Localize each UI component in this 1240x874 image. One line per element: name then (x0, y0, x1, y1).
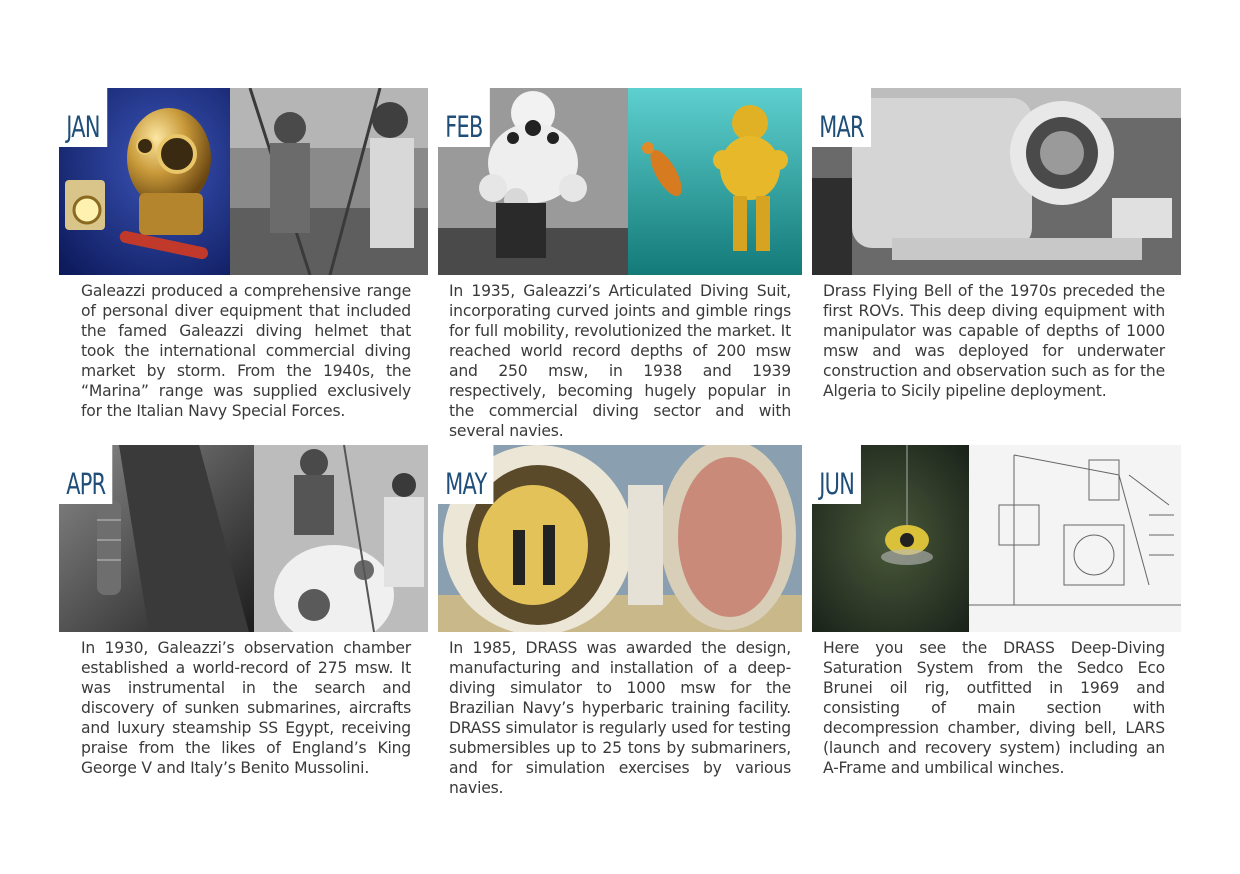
apr-chamber-photo (254, 445, 428, 632)
month-label-may: MAY (438, 445, 494, 504)
panel-apr (59, 445, 428, 805)
caption-feb: In 1935, Galeazzi’s Articulated Diving Suit, incorporating curved joints and gimble rings for full mobility, revolutionized the market. It reached world record depths of 200 msw and 250 msw, in 1938 and 1939 respectively, becoming hugely popular in the commercial diving sector and with several navies. (449, 282, 791, 440)
month-label-jan: JAN (59, 88, 107, 147)
panel-mar (812, 88, 1181, 448)
caption-apr: In 1930, Galeazzi’s observation chamber established a world-record of 275 msw. It was instrumental in the search and discovery of sunken submarines, aircrafts and luxury steamship SS Egypt, receiving praise from the likes of England’s King George V and Italy’s Benito Mussolini. (81, 639, 411, 777)
panel-jun (812, 445, 1181, 805)
month-label-mar: MAR (812, 88, 871, 147)
caption-jan: Galeazzi produced a comprehensive range of personal diver equipment that included the famed Galeazzi diving helmet that took the international commercial diving market by storm. From the 1940s, the “Marina” range was supplied exclusively for the Italian Navy Special Forces. (81, 282, 411, 420)
jun-drawing-photo (969, 445, 1181, 632)
month-label-jun: JUN (812, 445, 861, 504)
panel-feb (438, 88, 802, 448)
month-label-feb: FEB (438, 88, 490, 147)
caption-may: In 1985, DRASS was awarded the design, manufacturing and installation of a deep-diving simulator to 1000 msw for the Brazilian Navy’s hyperbaric training facility. DRASS simulator is regularly used for testing submersibles up to 25 tons by submariners, and for simulation exercises by various navies. (449, 639, 791, 797)
feb-underwater-photo (628, 88, 802, 275)
jan-divers-photo (230, 88, 428, 275)
panel-jan (59, 88, 428, 448)
panel-may (438, 445, 802, 805)
month-label-apr: APR (59, 445, 113, 504)
caption-jun: Here you see the DRASS Deep-Diving Saturation System from the Sedco Eco Brunei oil rig, outfitted in 1969 and consisting of main section with decompression chamber, diving bell, LARS (launch and recovery system) including an A-Frame and umbilical winches. (823, 639, 1165, 777)
caption-mar: Drass Flying Bell of the 1970s preceded the first ROVs. This deep diving equipment with manipulator was capable of depths of 1000 msw and was deployed for underwater construction and observation such as for the Algeria to Sicily pipeline deployment. (823, 282, 1165, 400)
